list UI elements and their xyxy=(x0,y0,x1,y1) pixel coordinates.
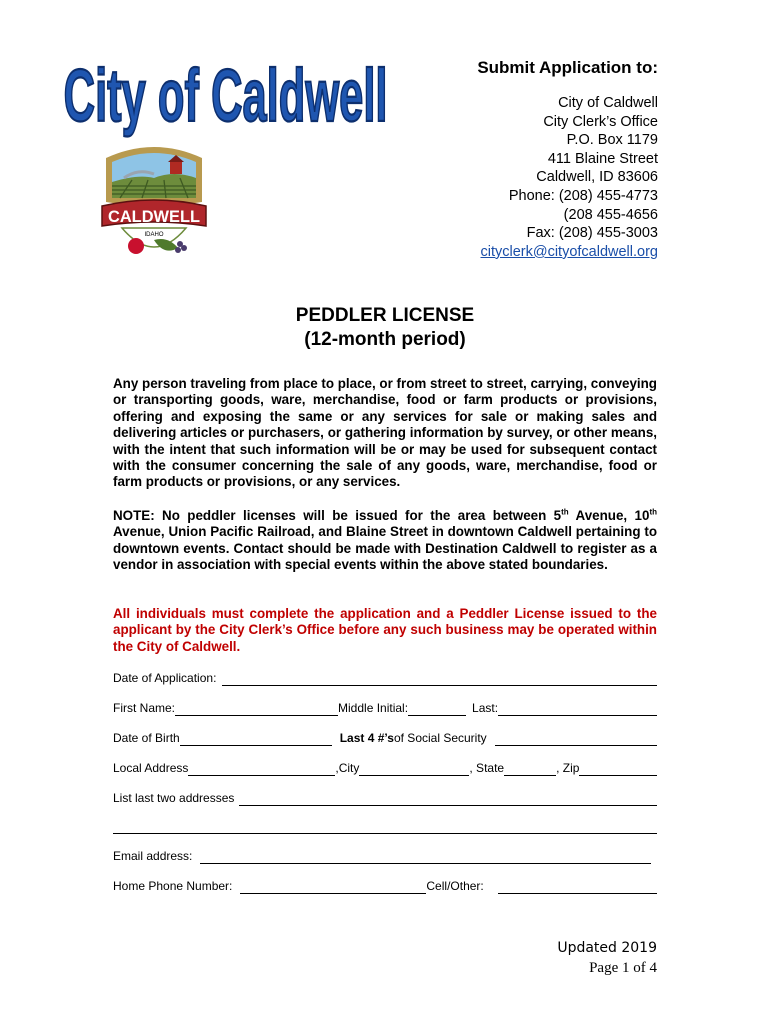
document-title xyxy=(0,304,770,352)
local-address-row xyxy=(113,758,657,776)
fax-line: Fax: (208) 455-3003 xyxy=(526,225,658,242)
city-of-caldwell-title-logo xyxy=(60,36,400,138)
first-name-label: First Name: xyxy=(113,701,176,715)
address-line: 411 Blaine Street xyxy=(547,150,658,167)
last-4-label: Last 4 #’s xyxy=(339,731,394,745)
updated-note: Updated 2019 xyxy=(557,940,657,956)
note-paragraph: NOTE: No peddler licenses will be issued for the area between 5th Avenue, 10th Avenue, Union Pacific Railroad, and Blaine Street in downtown Caldwell pertaining to downtown events. Contact should be made with Destination Caldwell to register as a vendor in association with special events within the above stated boundaries. xyxy=(113,507,657,573)
phone-line: Phone: (208) 455-4773 xyxy=(508,187,658,204)
date-of-application-field[interactable] xyxy=(222,671,657,686)
date-of-birth-label: Date of Birth xyxy=(113,731,180,745)
home-phone-label: Home Phone Number: xyxy=(113,879,233,893)
warning-paragraph: All individuals must complete the application and a Peddler License issued to the applicant by the City Clerk’s Office before any such business may be operated within the City of Caldwell. xyxy=(113,606,657,654)
page-number: Page 1 of 4 xyxy=(589,960,657,976)
first-name-field[interactable] xyxy=(175,701,338,716)
zip-field[interactable] xyxy=(579,761,657,776)
title-line-2: (12-month period) xyxy=(304,329,466,350)
date-of-birth-field[interactable] xyxy=(180,731,332,746)
email-address-field[interactable] xyxy=(200,849,651,864)
phone-row xyxy=(113,876,657,894)
city-field[interactable] xyxy=(359,761,469,776)
definition-paragraph: Any person traveling from place to place, or from street to street, carrying, conveying or transporting goods, ware, merchandise, food or farm products or provisions, offering and exposing the same or any services for sale or making sales and delivering articles or purchasers, or gathering information by survey, or other means, with the intent that such information will be or may be used for subsequent contact with the consumer concerning the sale of any goods, ware, merchandise, food or farm products or provisions, or any services. xyxy=(113,376,657,490)
title-line-1: PEDDLER LICENSE xyxy=(295,305,475,326)
state-label: , State xyxy=(469,761,505,775)
address-line: City of Caldwell xyxy=(558,95,658,111)
address-line: Caldwell, ID 83606 xyxy=(536,169,658,186)
last-name-label: Last: xyxy=(472,701,499,715)
submit-title: Submit Application to: xyxy=(477,58,658,77)
seal-caldwell-text: CALDWELL xyxy=(108,207,200,226)
previous-addresses-label: List last two addresses xyxy=(113,791,235,805)
state-field[interactable] xyxy=(504,761,556,776)
phone-line-2: (208 455-4656 xyxy=(563,206,658,223)
ssn-last4-field[interactable] xyxy=(495,731,657,746)
local-address-label: Local Address xyxy=(113,761,189,775)
last-name-field[interactable] xyxy=(498,701,657,716)
local-address-field[interactable] xyxy=(188,761,335,776)
zip-label: , Zip xyxy=(556,761,580,775)
email-row xyxy=(113,846,657,864)
address-line: City Clerk’s Office xyxy=(543,113,658,130)
name-row xyxy=(113,698,657,716)
home-phone-field[interactable] xyxy=(240,879,426,894)
middle-initial-field[interactable] xyxy=(408,701,466,716)
previous-address-field-1[interactable] xyxy=(239,791,657,806)
email-link[interactable]: cityclerk@cityofcaldwell.org xyxy=(480,243,658,260)
date-of-application-row xyxy=(113,668,657,686)
city-label: ,City xyxy=(335,761,360,775)
seal-idaho-text: IDAHO xyxy=(144,232,164,238)
dob-ssn-row xyxy=(113,728,657,746)
cell-other-field[interactable] xyxy=(498,879,657,894)
ssn-label: of Social Security xyxy=(393,731,487,745)
previous-address-line-2-row xyxy=(113,816,657,834)
svg-text:City of Caldwell: City of Caldwell xyxy=(63,55,388,138)
cell-other-label: Cell/Other: xyxy=(426,879,484,893)
middle-initial-label: Middle Initial: xyxy=(338,701,409,715)
previous-addresses-row xyxy=(113,788,657,806)
date-of-application-label: Date of Application: xyxy=(113,671,217,685)
caldwell-seal-logo xyxy=(98,140,210,266)
email-address-label: Email address: xyxy=(113,849,193,863)
submit-application-block xyxy=(477,58,658,261)
previous-address-field-2[interactable] xyxy=(113,819,657,834)
address-line: P.O. Box 1179 xyxy=(566,132,658,149)
